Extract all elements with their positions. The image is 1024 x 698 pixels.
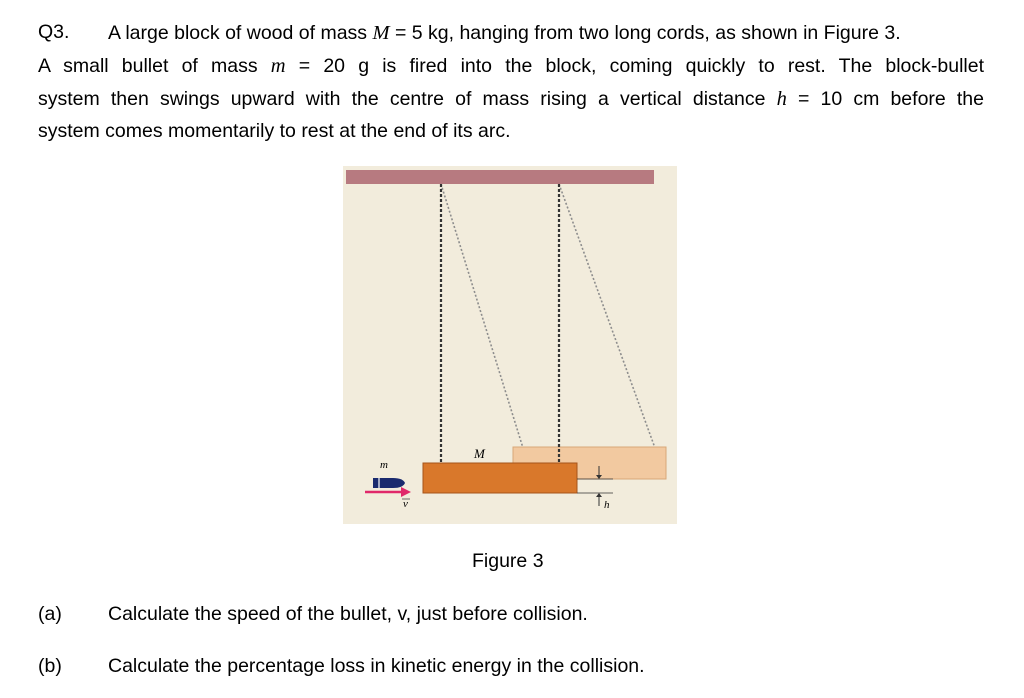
part-b-label: (b) [38, 655, 62, 677]
question-line-3: system then swings upward with the centre of mass rising a vertical distance h = 10 cm before the [38, 88, 984, 110]
ceiling-support [346, 170, 654, 184]
bullet-mass-label: m [380, 459, 388, 471]
part-a-text: Calculate the speed of the bullet, v, just before collision. [108, 603, 588, 625]
ballistic-pendulum-figure [343, 166, 677, 524]
block-mass-label: M [474, 446, 485, 461]
question-line-2: A small bullet of mass m = 20 g is fired into the block, coming quickly to rest. The block-bullet [38, 55, 984, 77]
bullet [373, 478, 405, 488]
question-line-4: system comes momentarily to rest at the end of its arc. [38, 120, 511, 142]
figure-caption: Figure 3 [472, 550, 544, 572]
question-line-1: A large block of wood of mass M = 5 kg, hanging from two long cords, as shown in Figure 3. [108, 22, 901, 44]
velocity-label: v [403, 498, 408, 510]
part-b-text: Calculate the percentage loss in kinetic energy in the collision. [108, 655, 645, 677]
question-number: Q3. [38, 21, 70, 43]
wooden-block [423, 463, 577, 493]
height-label: h [604, 499, 610, 511]
part-a-label: (a) [38, 603, 62, 625]
